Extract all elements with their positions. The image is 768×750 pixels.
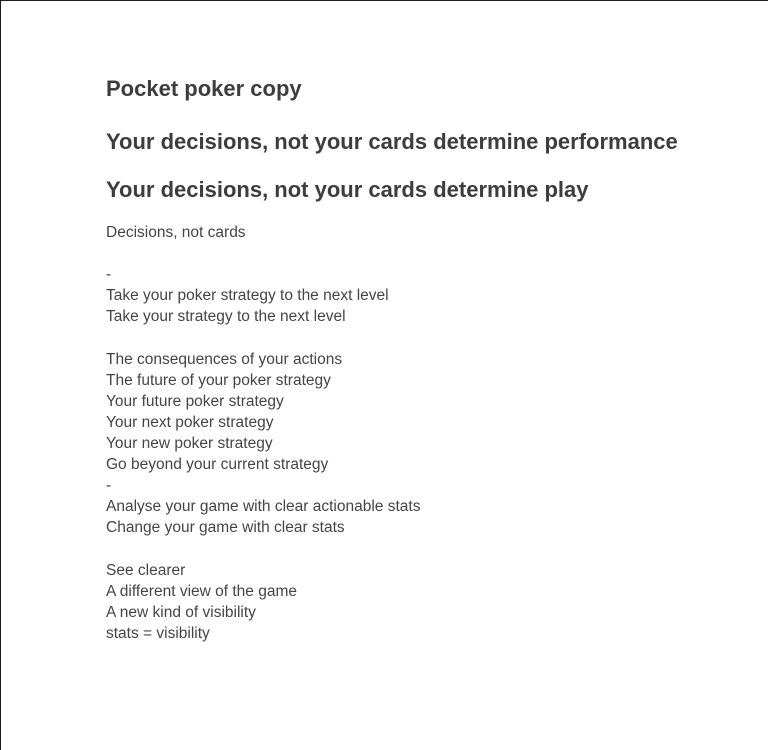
blank-line: [106, 327, 746, 348]
blank-line: [106, 538, 746, 559]
body-line: See clearer: [106, 561, 186, 579]
dash-separator: -: [106, 266, 112, 284]
blank-line: [106, 243, 746, 264]
body-line: The consequences of your actions: [106, 350, 343, 368]
heading-2: Your decisions, not your cards determine play: [106, 177, 589, 202]
body-line: The future of your poker strategy: [106, 371, 331, 389]
body-line: Analyse your game with clear actionable stats: [106, 498, 421, 516]
body-line: Decisions, not cards: [106, 224, 246, 241]
body-line: A new kind of visibility: [106, 603, 256, 621]
heading-1: Your decisions, not your cards determine performance: [106, 129, 678, 154]
body-line: A different view of the game: [106, 582, 297, 600]
body-line: Change your game with clear stats: [106, 519, 345, 537]
dash-separator: -: [106, 477, 112, 495]
body-line: stats = visibility: [106, 624, 210, 642]
note-body: [106, 222, 746, 644]
body-line: Take your strategy to the next level: [106, 308, 346, 326]
body-line: Your future poker strategy: [106, 392, 284, 410]
body-line: Take your poker strategy to the next level: [106, 287, 389, 305]
body-line: Your next poker strategy: [106, 413, 274, 431]
note-title: Pocket poker copy: [106, 76, 302, 101]
body-line: Go beyond your current strategy: [106, 456, 329, 474]
note-content[interactable]: [106, 75, 746, 644]
body-line: Your new poker strategy: [106, 434, 273, 452]
